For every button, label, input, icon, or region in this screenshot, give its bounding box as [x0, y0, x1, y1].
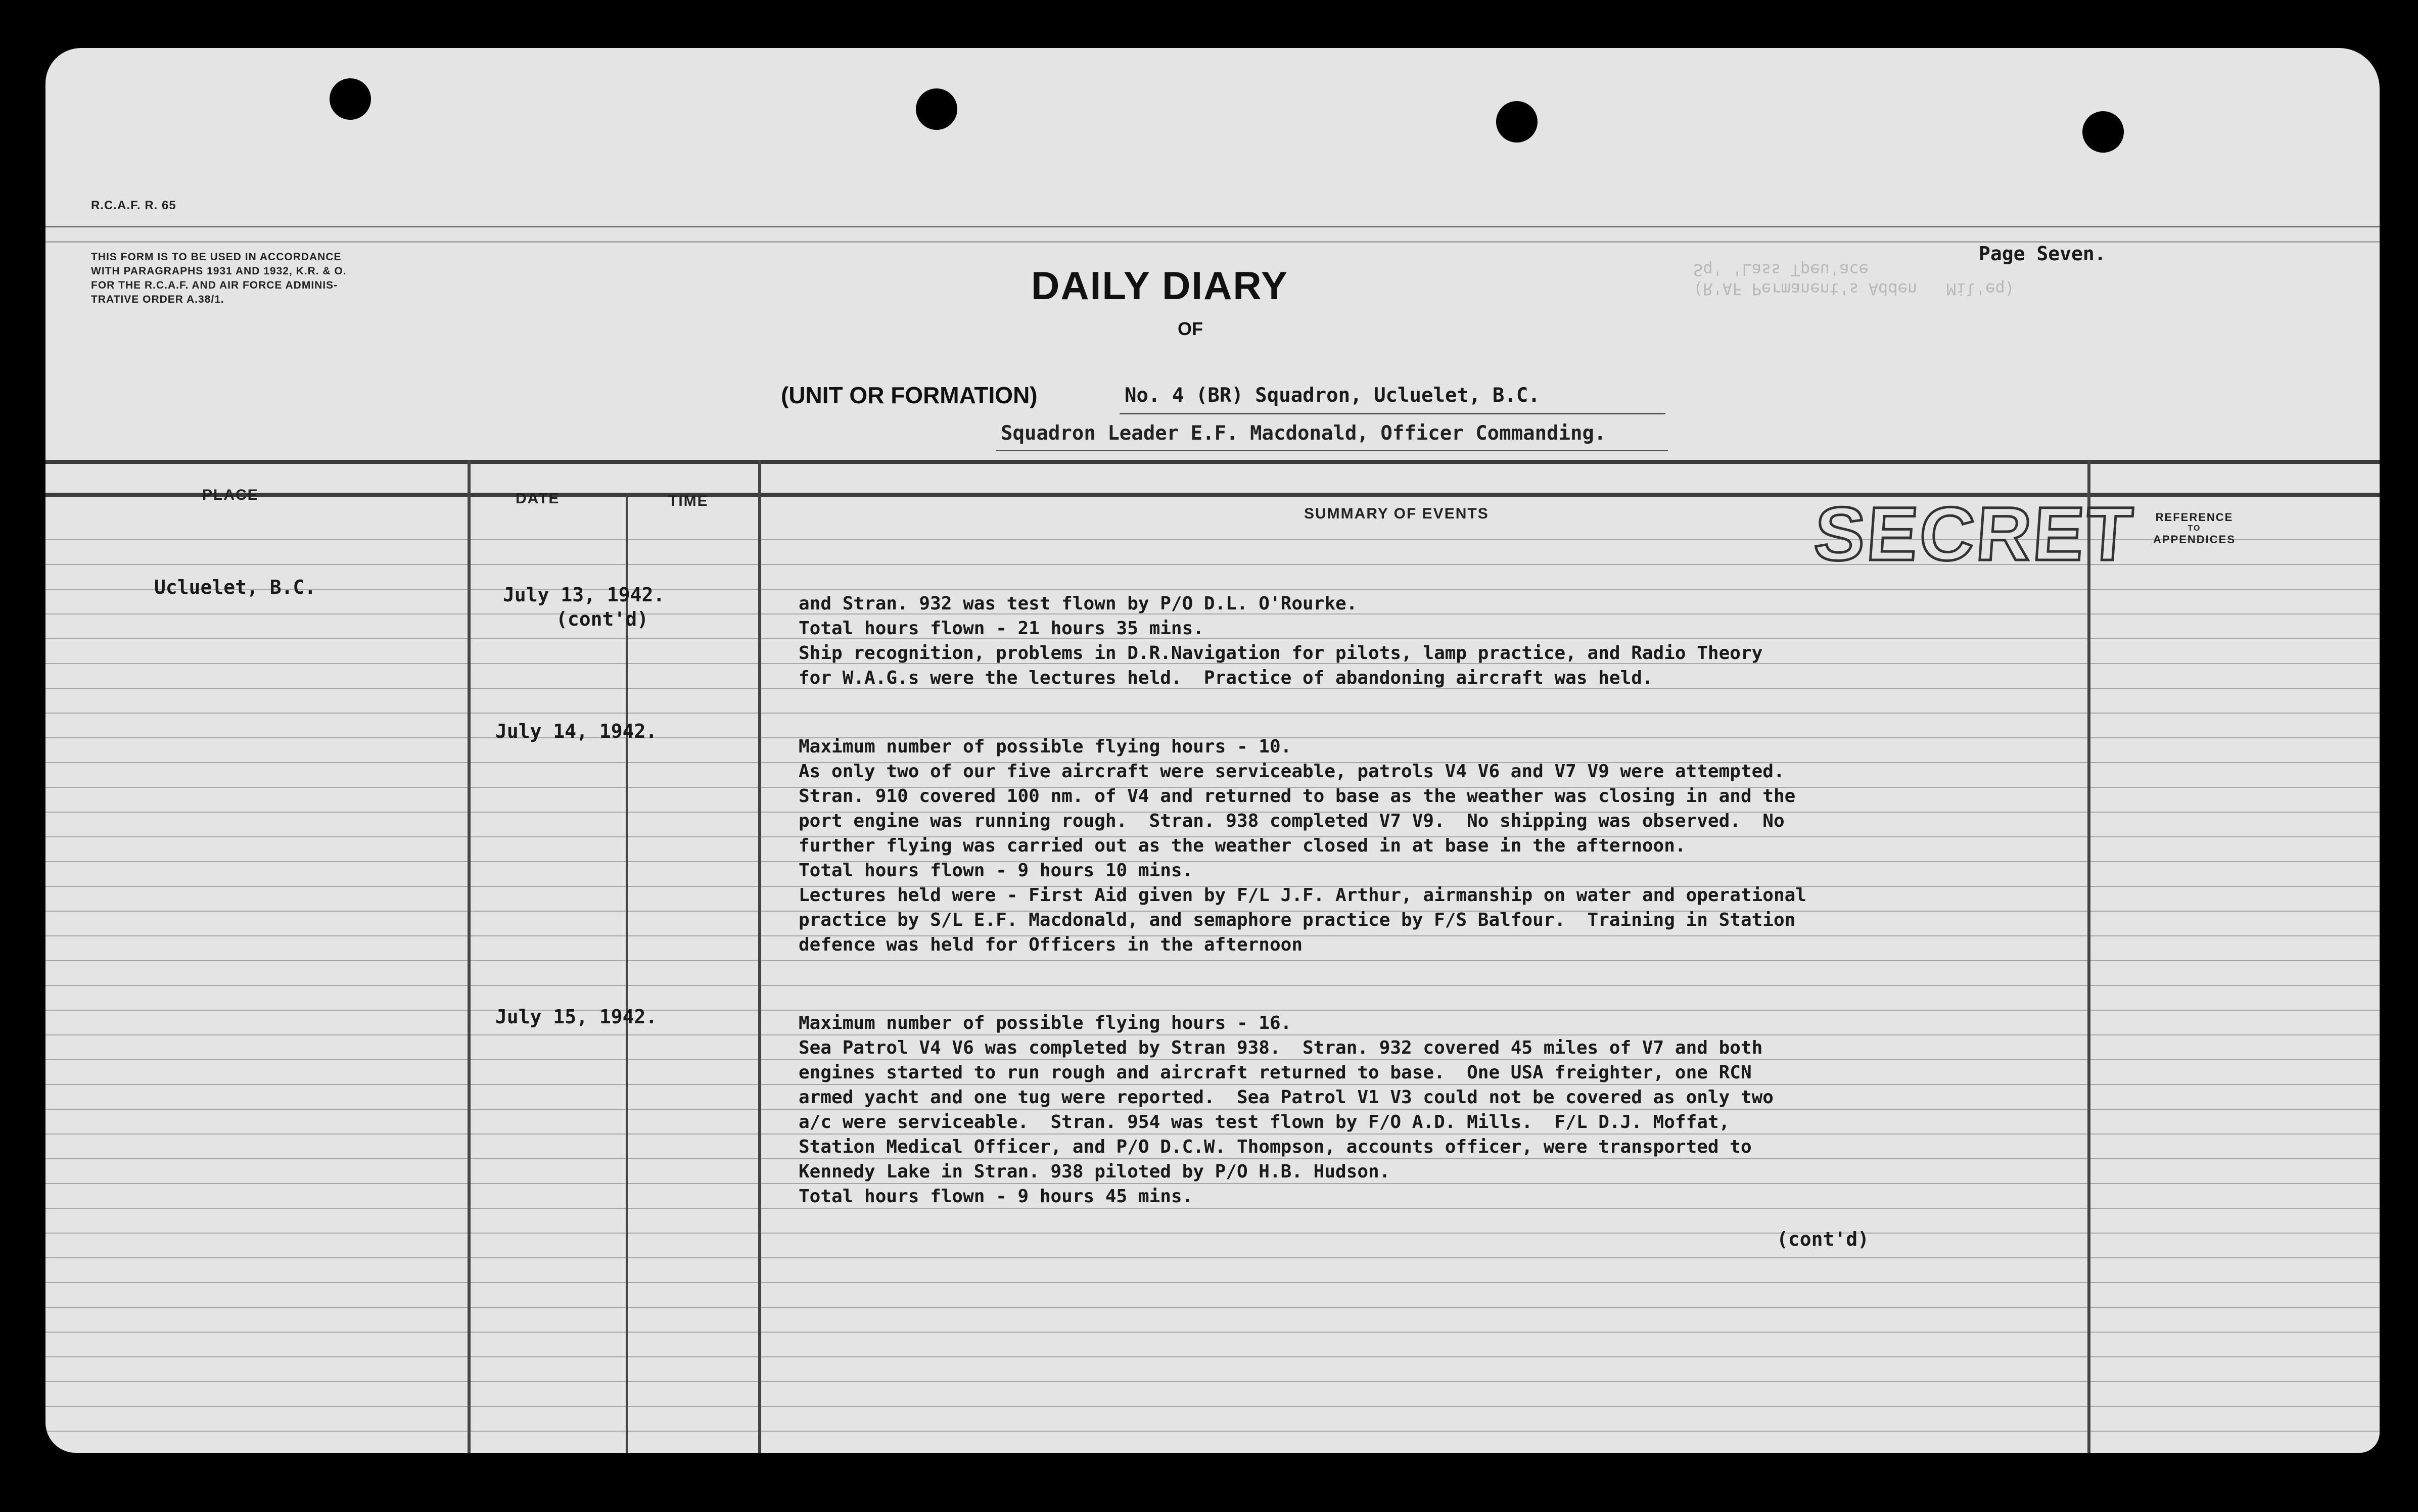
form-instructions: THIS FORM IS TO BE USED IN ACCORDANCE WITH PARAGRAPHS 1931 AND 1932, K.R. & O. FOR THE R.C.A.F. AND AIR FORCE ADMINIS- TRATIVE ORDER A.38/1.	[91, 251, 347, 305]
ruled-line	[45, 1307, 2380, 1308]
entry-summary: Maximum number of possible flying hours - 16. Sea Patrol V4 V6 was completed by Stran 938. Stran. 932 covered 45 miles of V7 and both engines started to run rough and aircraft returned to base. One USA freighter, one RCN armed yacht and one tug were reported. Sea Patrol V1 V3 could not be covered as only two a/c were serviceable. Stran. 954 was test flown by F/O A.D. Mills. F/L D.J. Moffat, Station Medical Officer, and P/O D.C.W. Thompson, accounts officer, were transported to Kennedy Lake in Stran. 938 piloted by P/O H.B. Hudson. Total hours flown - 9 hours 45 mins.	[799, 1013, 1774, 1207]
table-top-rule	[45, 460, 2380, 464]
column-header-time: TIME	[668, 493, 709, 509]
column-divider-date	[626, 493, 628, 1453]
form-header-rule	[45, 226, 2380, 227]
column-header-date: DATE	[516, 490, 560, 507]
entry-date: July 14, 1942.	[495, 720, 658, 742]
ruled-line	[45, 1356, 2380, 1357]
secret-stamp: SECRET	[1811, 491, 2137, 576]
entry-summary: and Stran. 932 was test flown by P/O D.L. O'Rourke. Total hours flown - 21 hours 35 mins. Ship recognition, problems in D.R.Navigation for pilots, lamp practice, and Radio Theory for W.A.G.s were the lectures held. Practice of abandoning aircraft was held.	[799, 593, 1763, 688]
column-divider-place	[468, 460, 471, 1453]
unit-label: (UNIT OR FORMATION)	[781, 382, 1038, 408]
column-header-summary: SUMMARY OF EVENTS	[1304, 505, 1489, 522]
punch-hole-right	[2082, 111, 2124, 153]
page-number: Page Seven.	[1979, 243, 2106, 265]
ruled-line	[45, 1257, 2380, 1258]
ruled-line	[45, 1406, 2380, 1407]
diary-title: DAILY DIARY	[1031, 263, 1288, 308]
punch-hole-left	[330, 78, 371, 120]
continued-marker: (cont'd)	[1777, 1228, 1870, 1250]
column-header-reference: REFERENCE TO APPENDICES	[2153, 511, 2236, 546]
ruled-line	[45, 1282, 2380, 1283]
column-header-place: PLACE	[202, 487, 259, 503]
diary-card	[45, 48, 2380, 1453]
ruled-line	[45, 1431, 2380, 1432]
entry-date: July 13, 1942.	[503, 584, 665, 606]
ruled-line	[45, 985, 2380, 986]
form-subheader-rule	[45, 241, 2380, 243]
ruled-line	[45, 1381, 2380, 1382]
unit-value: No. 4 (BR) Squadron, Ucluelet, B.C.	[1125, 384, 1540, 407]
commanding-officer: Squadron Leader E.F. Macdonald, Officer Commanding.	[1001, 422, 1606, 445]
punch-hole-center-right	[1496, 101, 1538, 143]
punch-hole-center-left	[916, 88, 957, 130]
entry-date-note: (cont'd)	[556, 608, 649, 630]
entry-place: Ucluelet, B.C.	[154, 576, 316, 598]
bleed-through-text: (R'AF Permanent's Adden Mil'eq) Sq' 'Lass Tpeu'ace	[1693, 260, 2015, 299]
column-divider-time	[758, 460, 761, 1453]
ruled-line	[45, 1332, 2380, 1333]
ruled-line	[45, 960, 2380, 961]
ruled-line	[45, 1233, 2380, 1234]
entry-date: July 15, 1942.	[495, 1006, 658, 1028]
form-code: R.C.A.F. R. 65	[91, 199, 176, 212]
entry-summary: Maximum number of possible flying hours - 10. As only two of our five aircraft were serviceable, patrols V4 V6 and V7 V9 were attempted. Stran. 910 covered 100 nm. of V4 and returned to base as the weather was closing in and the port engine was running rough. Stran. 938 completed V7 V9. No shipping was observed. No further flying was carried out as the weather closed in at base in the afternoon. Total hours flown - 9 hours 10 mins. Lectures held were - First Aid given by F/L J.F. Arthur, airmanship on water and operational practice by S/L E.F. Macdonald, and semaphore practice by F/S Balfour. Training in Station defence was held for Officers in the afternoon	[799, 736, 1806, 955]
unit-underline	[1120, 413, 1665, 414]
ruled-line	[45, 713, 2380, 714]
commander-underline	[996, 450, 1668, 451]
ruled-line	[45, 589, 2380, 590]
diary-title-of: OF	[1178, 318, 1203, 339]
